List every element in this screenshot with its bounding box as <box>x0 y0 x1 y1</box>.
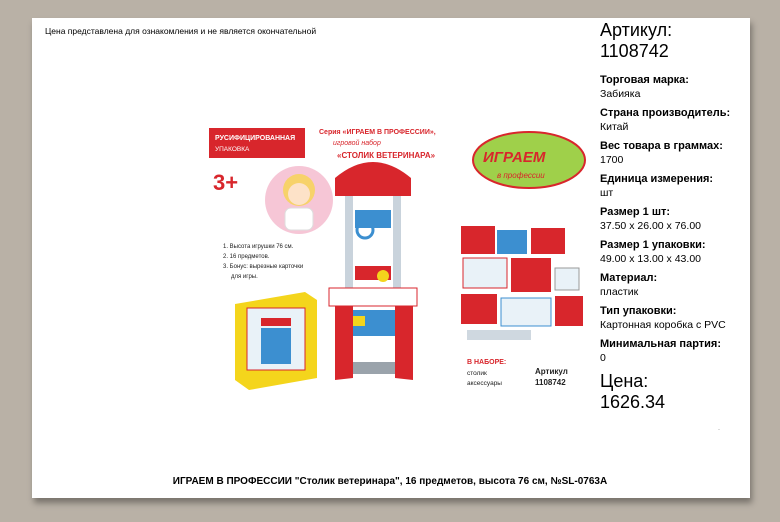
cutout-cards-illustration <box>461 226 583 340</box>
image-article-label: Артикул <box>535 367 568 376</box>
badge-line-2: УПАКОВКА <box>215 146 250 153</box>
age-label: 3+ <box>213 170 239 195</box>
article-value: 1108742 <box>600 41 669 61</box>
series-line-1: Серия «ИГРАЕМ В ПРОФЕССИИ», <box>319 129 436 136</box>
small-mark: · <box>718 427 720 433</box>
package-size-label: Размер 1 упаковки: <box>600 239 706 251</box>
country-value: Китай <box>600 121 629 133</box>
min-batch-value: 0 <box>600 352 606 364</box>
image-article-value: 1108742 <box>535 378 566 387</box>
series-line-2: игровой набор <box>333 140 381 147</box>
material-value: пластик <box>600 286 639 298</box>
product-info-panel <box>600 20 750 413</box>
badge-line-1: РУСИФИЦИРОВАННАЯ <box>215 135 296 142</box>
product-caption: ИГРАЕМ В ПРОФЕССИИ "Столик ветеринара", 16 предметов, высота 76 см, №SL-0763A <box>172 476 608 487</box>
feature-1: 1. Высота игрушки 76 см. <box>223 244 294 250</box>
logo-line-2: в профессии <box>497 171 545 180</box>
item-size-value: 37.50 x 26.00 x 76.00 <box>600 220 701 232</box>
feature-4: для игры. <box>231 274 258 280</box>
product-box-illustration <box>235 292 317 390</box>
country-label: Страна производитель: <box>600 107 731 119</box>
item-size-label: Размер 1 шт: <box>600 206 671 218</box>
brand-value: Забияка <box>600 88 641 100</box>
price-disclaimer: Цена представлена для ознакомления и не является окончательной <box>45 26 317 36</box>
weight-value: 1700 <box>600 154 624 166</box>
article-label: Артикул: <box>600 20 673 40</box>
brand-label: Торговая марка: <box>600 74 689 86</box>
package-type-label: Тип упаковки: <box>600 305 677 317</box>
product-photo <box>205 118 587 404</box>
logo-line-1: ИГРАЕМ <box>483 149 546 166</box>
set-title: В НАБОРЕ: <box>467 359 507 366</box>
weight-label: Вес товара в граммах: <box>600 140 723 152</box>
material-label: Материал: <box>600 272 658 284</box>
feature-3: 3. Бонус: вырезные карточки <box>223 264 304 270</box>
unit-label: Единица измерения: <box>600 173 714 185</box>
set-item-1: столик <box>467 370 487 377</box>
set-item-2: аксессуары <box>467 380 502 387</box>
unit-value: шт <box>600 187 614 199</box>
min-batch-label: Минимальная партия: <box>600 338 721 350</box>
feature-2: 2. 16 предметов. <box>223 254 270 260</box>
series-line-3: «СТОЛИК ВЕТЕРИНАРА» <box>337 151 436 160</box>
package-type-value: Картонная коробка с PVC <box>600 319 726 331</box>
price-value: 1626.34 <box>600 392 666 412</box>
price-label: Цена: <box>600 371 649 391</box>
package-size-value: 49.00 x 13.00 x 43.00 <box>600 253 701 265</box>
russian-packaging-badge <box>209 128 305 158</box>
